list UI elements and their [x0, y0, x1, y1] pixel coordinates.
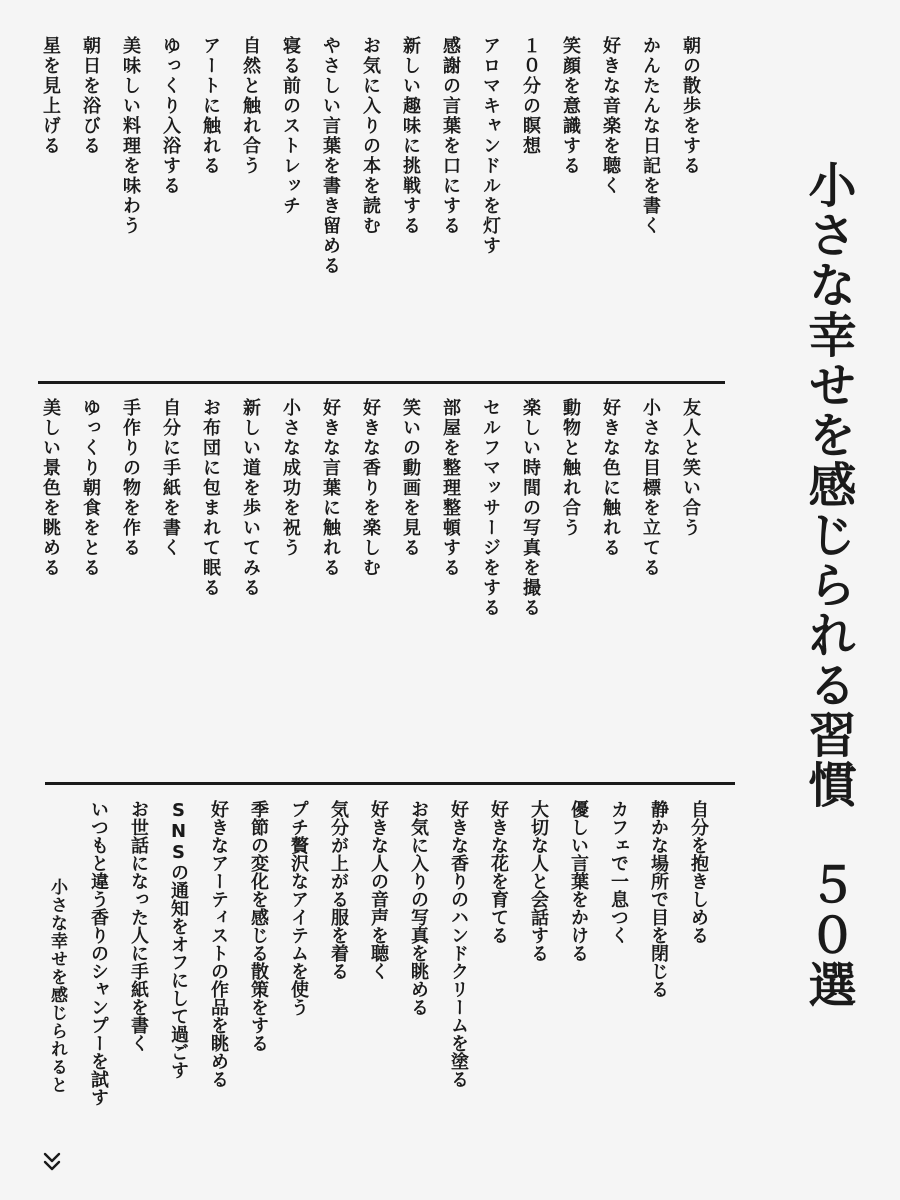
habit-item: 好きな言葉に触れる [320, 398, 341, 578]
habit-item: 好きなアーティストの作品を眺める [208, 800, 229, 1088]
habit-item: 自分に手紙を書く [160, 398, 181, 558]
habit-item: 大切な人と会話する [528, 800, 549, 962]
habit-item: 楽しい時間の写真を撮る [520, 398, 541, 618]
habit-item: ゆっくり入浴する [160, 36, 181, 196]
section-divider [38, 381, 725, 384]
habit-item: 自然と触れ合う [240, 36, 261, 176]
habit-item: 季節の変化を感じる散策をする [248, 800, 269, 1052]
page-title: 小さな幸せを感じられる習慣 ５０選 [800, 160, 856, 1010]
habit-item: お気に入りの本を読む [360, 36, 381, 236]
habit-item: 好きな花を育てる [488, 800, 509, 944]
habit-item: 優しい言葉をかける [568, 800, 589, 962]
continuation-text: 小さな幸せを感じられると [47, 878, 67, 1094]
chevron-double-down-icon[interactable] [40, 1150, 64, 1174]
habit-item: 好きな香りのハンドクリームを塗る [448, 800, 469, 1088]
habit-item: いつもと違う香りのシャンプーを試す [88, 800, 109, 1106]
habit-item: セルフマッサージをする [480, 398, 501, 618]
habit-list-section-3 [78, 800, 718, 1170]
habit-item: SNSの通知をオフにして過ごす [168, 800, 189, 1079]
habit-item: 新しい道を歩いてみる [240, 398, 261, 598]
habit-item: お布団に包まれて眠る [200, 398, 221, 598]
habit-item: 笑顔を意識する [560, 36, 581, 176]
habit-item: かんたんな日記を書く [640, 36, 661, 236]
habit-item: 好きな人の音声を聴く [368, 800, 389, 980]
habit-item: 星を見上げる [40, 36, 61, 156]
habit-item: やさしい言葉を書き留める [320, 36, 341, 276]
habit-item: 寝る前のストレッチ [280, 36, 301, 216]
habit-item: 笑いの動画を見る [400, 398, 421, 558]
habit-item: 部屋を整理整頓する [440, 398, 461, 578]
habit-item: 新しい趣味に挑戦する [400, 36, 421, 236]
habit-item: 友人と笑い合う [680, 398, 701, 538]
habit-item: アロマキャンドルを灯す [480, 36, 501, 256]
habit-item: ゆっくり朝食をとる [80, 398, 101, 578]
section-divider [45, 782, 735, 785]
habit-item: プチ贅沢なアイテムを使う [288, 800, 309, 1016]
habit-item: 朝日を浴びる [80, 36, 101, 156]
habit-item: 自分を抱きしめる [688, 800, 709, 944]
habit-item: お気に入りの写真を眺める [408, 800, 429, 1016]
habit-list-section-2 [30, 398, 710, 758]
habit-item: 静かな場所で目を閉じる [648, 800, 669, 998]
habit-item: お世話になった人に手紙を書く [128, 800, 149, 1052]
habit-list-section-1 [30, 36, 710, 356]
habit-item: 手作りの物を作る [120, 398, 141, 558]
habit-item: 好きな色に触れる [600, 398, 621, 558]
habit-item: 小さな目標を立てる [640, 398, 661, 578]
habit-item: カフェで一息つく [608, 800, 629, 944]
habit-item: 美しい景色を眺める [40, 398, 61, 578]
habit-item: １０分の瞑想 [520, 36, 541, 156]
habit-item: 気分が上がる服を着る [328, 800, 349, 980]
habit-item: 朝の散歩をする [680, 36, 701, 176]
habit-item: 美味しい料理を味わう [120, 36, 141, 236]
habit-item: 感謝の言葉を口にする [440, 36, 461, 236]
habit-item: 小さな成功を祝う [280, 398, 301, 558]
habit-item: 動物と触れ合う [560, 398, 581, 538]
habit-item: 好きな香りを楽しむ [360, 398, 381, 578]
habit-item: 好きな音楽を聴く [600, 36, 621, 196]
habit-item: アートに触れる [200, 36, 221, 176]
